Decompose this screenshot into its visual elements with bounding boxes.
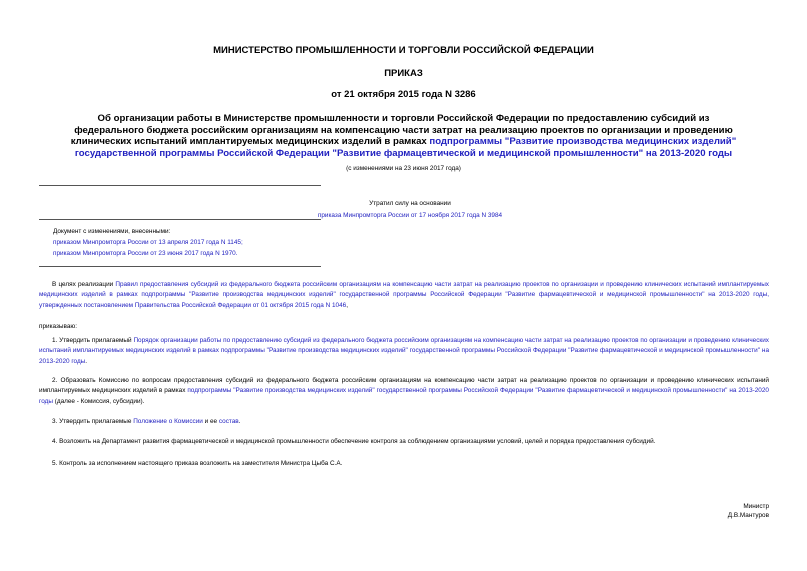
- amending-docs: [53, 226, 243, 259]
- item-1-text: 1. Утвердить прилагаемый: [52, 337, 134, 344]
- rules-link[interactable]: Правил предоставления субсидий из федерального бюджета российским организациям на компенсацию части затрат на реализацию проектов по организации и проведению клинических испытаний имплантируемых медицинских изделий в рамках подпрограммы "Развитие производства медицинских изделий" государственной программы Российской Федерации "Развитие фармацевтической и медицинской промышленности" на 2013-2020 годы, утвержденных постановлением Правительства Российской Федерации от 01 октября 2015 года N 1046: [39, 281, 769, 309]
- intro-text: В целях реализации: [52, 281, 116, 288]
- amending-doc-link-1[interactable]: приказом Минпромторга России от 13 апреля 2017 года N 1145;: [53, 239, 243, 246]
- amendment-note: (с изменениями на 23 июня 2017 года): [346, 165, 461, 172]
- commission-regulation-link[interactable]: Положение о Комиссии: [133, 418, 203, 425]
- amending-doc-link-2[interactable]: приказом Минпромторга России от 23 июня 2017 года N 1970.: [53, 250, 238, 257]
- item-4: [39, 437, 769, 447]
- document-type: ПРИКАЗ: [384, 68, 423, 79]
- procedure-link[interactable]: Порядок организации работы по предоставлению субсидий из федерального бюджета российским организациям на компенсацию части затрат на реализацию проектов по организации и проведению клинических испытаний имплантируемых медицинских изделий в рамках подпрограммы "Развитие производства медицинских изделий" государственной программы Российской Федерации "Развитие фармацевтической и медицинской промышленности" на 2013-2020 годы: [39, 337, 769, 365]
- signature-block: [728, 502, 769, 520]
- lost-force-link[interactable]: приказа Минпромторга России от 17 ноября 2017 года N 3984: [317, 212, 503, 219]
- title-subprogram-link[interactable]: подпрограммы "Развитие производства медицинских изделий" государственной программы Российской Федерации "Развитие фармацевтической и медицинской промышленности" на 2013-2020 годы: [74, 136, 737, 159]
- lost-force-label: Утратил силу на основании: [369, 200, 451, 207]
- item-4-text: 4. Возложить на Департамент развития фармацевтической и медицинской промышленности обеспечение контроля за соблюдением организациями условий, целей и порядка предоставления субсидий.: [52, 438, 656, 445]
- amending-docs-label: Документ с изменениями, внесенными:: [53, 228, 171, 235]
- item-3-mid: и ее: [202, 418, 219, 425]
- intro-paragraph: [39, 280, 769, 311]
- commission-composition-link[interactable]: состав: [218, 418, 239, 425]
- order-word: приказываю:: [39, 323, 77, 330]
- document-date-number: от 21 октября 2015 года N 3286: [331, 89, 476, 100]
- item-2-end: (далее - Комиссия, субсидии).: [52, 397, 145, 405]
- item-3-end: .: [238, 418, 241, 425]
- item-2-text: 2. Образовать Комиссию по вопросам предоставления субсидий из федерального бюджета российским организациям на компенсацию части затрат на реализацию проектов по организации и проведению клинических испытаний имплантируемых медицинских изделий в рамках: [39, 377, 769, 395]
- item-1-end: .: [85, 357, 88, 365]
- item-3: [39, 417, 769, 427]
- item-2: [39, 376, 769, 407]
- intro-end: ,: [346, 301, 348, 309]
- item-5-text: 5. Контроль за исполнением настоящего приказа возложить на заместителя Министра Цыба С.А.: [52, 460, 343, 467]
- signature-name: Д.В.Мантуров: [727, 512, 769, 519]
- divider: [39, 219, 321, 220]
- divider: [39, 185, 321, 186]
- title-text: Об организации работы в Министерстве промышленности и торговли Российской Федерации по предоставлению субсидий из федерального бюджета российским организациям на компенсацию части затрат на реализацию проектов по организации и проведению клинических испытаний имплантируемых медицинских изделий в рамках: [70, 113, 733, 147]
- item-5: [39, 459, 769, 469]
- ministry-heading: МИНИСТЕРСТВО ПРОМЫШЛЕННОСТИ И ТОРГОВЛИ РОССИЙСКОЙ ФЕДЕРАЦИИ: [213, 45, 594, 56]
- document-title: [64, 113, 743, 159]
- item-1: [39, 336, 769, 367]
- item-3-text: 3. Утвердить прилагаемые: [52, 418, 134, 425]
- subprogram-link[interactable]: подпрограммы "Развитие производства медицинских изделий" государственной программы Российской Федерации "Развитие фармацевтической и медицинской промышленности" на 2013-2020 годы: [39, 387, 769, 405]
- signature-position: Министр: [743, 503, 769, 510]
- divider: [39, 266, 321, 267]
